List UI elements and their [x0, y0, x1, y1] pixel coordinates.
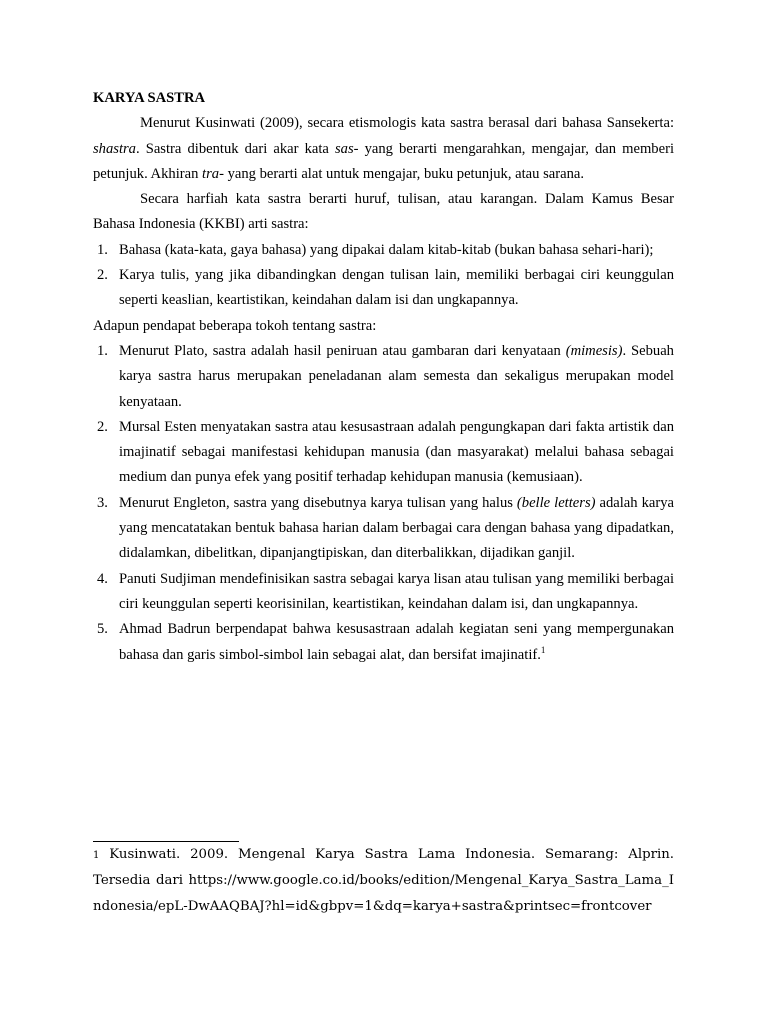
kbbi-definition-list — [93, 238, 674, 314]
list-number: 2. — [97, 418, 108, 435]
text-run: yang berarti mengarahkan, mengajar, dan memberi petunjuk. Akhiran — [93, 140, 674, 182]
list-item — [93, 617, 674, 668]
footnote — [93, 842, 674, 920]
list-number: 1. — [97, 342, 108, 359]
list-item — [93, 238, 674, 263]
text-run: Menurut Kusinwati (2009), secara etismologis kata sastra berasal dari bahasa Sansekerta: — [140, 115, 674, 132]
paragraph-etymology — [93, 111, 674, 187]
list-item-text: Ahmad Badrun berpendapat bahwa kesusastraan adalah kegiatan seni yang mempergunakan bahasa dan garis simbol-simbol lain sebagai alat, dan bersifat imajinatif. — [119, 621, 674, 663]
paragraph-kbbi: Secara harfiah kata sastra berarti huruf, tulisan, atau karangan. Dalam Kamus Besar Bahasa Indonesia (KKBI) arti sastra: — [93, 191, 674, 233]
list-item — [93, 263, 674, 314]
list-item — [93, 415, 674, 491]
list-item-text: Karya tulis, yang jika dibandingkan dengan tulisan lain, memiliki berbagai ciri keunggulan seperti keaslian, keartistikan, keindahan dalam isi dan ungkapannya. — [119, 267, 674, 309]
list-item-text: Panuti Sudjiman mendefinisikan sastra sebagai karya lisan atau tulisan yang memiliki berbagai ciri keunggulan seperti keorisinilan, keartistikan, keindahan dalam isi, dan ungkapannya. — [119, 570, 674, 612]
list-number: 3. — [97, 494, 108, 511]
footnote-mark: 1 — [93, 850, 100, 861]
list-item-text: Bahasa (kata-kata, gaya bahasa) yang dipakai dalam kitab-kitab (bukan bahasa sehari-hari); — [119, 241, 654, 258]
list-item — [93, 339, 674, 415]
italic-term: (belle letters) — [516, 494, 596, 511]
text-run: . Sastra dibentuk dari akar kata — [135, 140, 335, 157]
footnote-url[interactable]: https://www.google.co.id/books/edition/Mengenal_Karya_Sastra_Lama_Indonesia/epL-DwAAQBAJ?hl=id&gbpv=1&dq=karya+sastra&printsec=frontcover — [93, 873, 674, 914]
list-item-text: adalah karya yang mencatatakan bentuk bahasa harian dalam berbagai cara dengan bahasa yang dipadatkan, didalamkan, dibelitkan, dipanjangtipiskan, dan diterbalikkan, dijadikan ganjil. — [119, 494, 674, 562]
italic-term: tra- — [202, 165, 224, 182]
list-number: 4. — [97, 570, 108, 587]
list-number: 1. — [97, 241, 108, 258]
paragraph-experts-intro: Adapun pendapat beberapa tokoh tentang sastra: — [93, 317, 377, 334]
list-item-text: Menurut Plato, sastra adalah hasil peniruan atau gambaran dari kenyataan — [119, 342, 566, 359]
section-heading: KARYA SASTRA — [93, 90, 206, 106]
list-item-text: . Sebuah karya sastra harus merupakan peneladanan alam semesta dan sekaligus merupakan model kenyataan. — [119, 342, 674, 410]
footnote-reference[interactable]: 1 — [540, 644, 546, 655]
list-item-text: Mursal Esten menyatakan sastra atau kesusastraan adalah pengungkapan dari fakta artistik dan imajinatif sebagai manifestasi kehidupan manusia (dan masyarakat) melalui bahasa sebagai medium dan punya efek yang positif terhadap kehidupan manusia (kemusiaan). — [119, 418, 674, 486]
list-item-text: Menurut Engleton, sastra yang disebutnya karya tulisan yang halus — [119, 494, 517, 511]
list-item — [93, 491, 674, 567]
italic-term: shastra — [93, 140, 136, 157]
italic-term: sas- — [334, 140, 359, 157]
list-item — [93, 567, 674, 618]
list-number: 2. — [97, 267, 108, 284]
list-number: 5. — [97, 621, 108, 638]
footnote-text: Kusinwati. 2009. Mengenal Karya Sastra Lama Indonesia. Semarang: Alprin. Tersedia dari — [93, 847, 674, 888]
document-body — [93, 86, 674, 668]
text-run: yang berarti alat untuk mengajar, buku petunjuk, atau sarana. — [223, 165, 585, 182]
expert-opinion-list — [93, 339, 674, 668]
italic-term: (mimesis) — [565, 342, 623, 359]
